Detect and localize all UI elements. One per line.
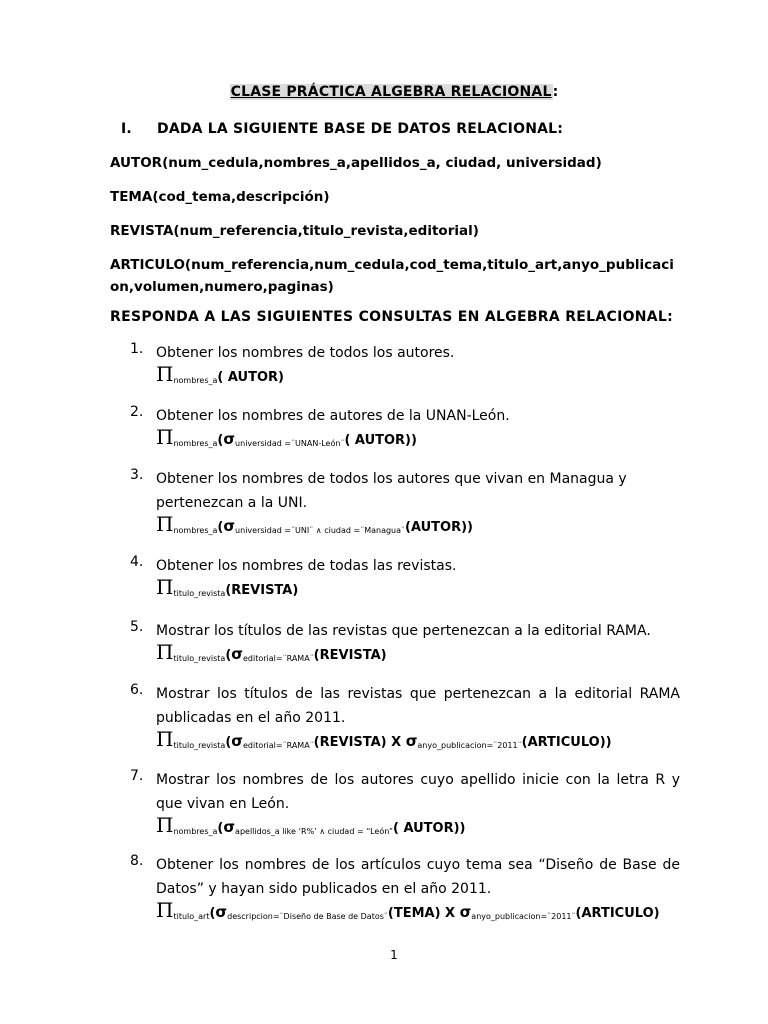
schema-autor: AUTOR(num_cedula,nombres_a,apellidos_a, ciudad, universidad) <box>110 155 602 171</box>
projection-attributes: nombres_a <box>173 439 218 448</box>
selection-condition: editorial=¨RAMA¨ <box>242 654 314 663</box>
selection-condition: apellidos_a like ‘R%’ ∧ ciudad = “León” <box>235 827 393 836</box>
selection-condition: descripcion=¨Diseño de Base de Datos¨ <box>227 912 388 921</box>
page-title <box>0 84 768 100</box>
sigma-symbol: σ <box>215 903 228 921</box>
question-number: 8. <box>130 853 144 869</box>
relational-expression <box>156 362 680 391</box>
expression-open: ( <box>217 821 224 836</box>
question-text: Obtener los nombres de autores de la UNAN-León. <box>156 408 510 424</box>
title-colon: : <box>552 84 559 100</box>
schema-articulo: ARTICULO(num_referencia,num_cedula,cod_tema,titulo_art,anyo_publicacion,volumen,numero,paginas) <box>110 257 674 295</box>
section-number: I. <box>121 121 132 137</box>
question-number: 2. <box>130 404 144 420</box>
selection-condition: universidad =¨UNAN-León¨ <box>235 439 345 448</box>
question-item <box>110 619 680 669</box>
expression-tail: (REVISTA) <box>225 583 299 598</box>
question-text: Mostrar los nombres de los autores cuyo apellido inicie con la letra R y que vivan en León. <box>156 772 680 812</box>
question-text: Mostrar los títulos de las revistas que pertenezcan a la editorial RAMA publicadas en el año 2011. <box>156 686 680 726</box>
relational-expression <box>156 727 680 756</box>
expression-tail: ( AUTOR)) <box>393 821 466 836</box>
pi-symbol: Π <box>156 813 174 837</box>
question-text: Obtener los nombres de todas las revistas. <box>156 558 457 574</box>
relational-expression <box>156 898 680 927</box>
expression-tail: ( AUTOR) <box>217 370 284 385</box>
page-number: 1 <box>390 948 398 962</box>
projection-attributes: nombres_a <box>173 827 218 836</box>
sigma-symbol: σ <box>231 645 243 663</box>
question-number: 1. <box>130 341 144 357</box>
question-number: 5. <box>130 619 144 635</box>
question-item <box>110 853 680 927</box>
pi-symbol: Π <box>156 727 174 751</box>
selection-condition-2: anyo_publicacion=¨2011¨ <box>417 741 522 750</box>
projection-attributes: nombres_a <box>173 376 218 385</box>
relational-expression <box>156 575 680 604</box>
expression-open: ( <box>225 648 232 663</box>
sigma-symbol: σ <box>459 903 472 921</box>
expression-tail: ( AUTOR)) <box>344 433 417 448</box>
schema-tema: TEMA(cod_tema,descripción) <box>110 189 330 205</box>
relational-expression <box>156 425 680 454</box>
pi-symbol: Π <box>156 425 174 449</box>
question-number: 6. <box>130 682 144 698</box>
question-text: Obtener los nombres de todos los autores. <box>156 345 455 361</box>
question-text: Obtener los nombres de los artículos cuyo tema sea “Diseño de Base de Datos” y hayan sido publicados en el año 2011. <box>156 857 680 897</box>
schema-revista: REVISTA(num_referencia,titulo_revista,editorial) <box>110 223 479 239</box>
question-number: 3. <box>130 467 144 483</box>
expression-tail: (AUTOR)) <box>405 520 473 535</box>
question-item <box>110 341 680 391</box>
selection-condition-2: anyo_publicacion=¨2011¨ <box>471 912 576 921</box>
expression-open: ( <box>209 906 216 921</box>
pi-symbol: Π <box>156 898 174 922</box>
question-item <box>110 467 680 541</box>
question-item <box>110 554 680 604</box>
expression-open: ( <box>217 520 224 535</box>
projection-attributes: titulo_revista <box>173 741 226 750</box>
title-text: CLASE PRÁCTICA ALGEBRA RELACIONAL <box>230 84 552 100</box>
expression-tail: (ARTICULO) <box>575 906 660 921</box>
question-text: Mostrar los títulos de las revistas que pertenezcan a la editorial RAMA. <box>156 623 651 639</box>
expression-middle: (REVISTA) X <box>313 735 406 750</box>
relational-expression <box>156 640 680 669</box>
selection-condition: universidad =¨UNI¨ ∧ ciudad =¨Managua¨ <box>235 526 406 535</box>
question-item <box>110 404 680 454</box>
expression-tail: (REVISTA) <box>313 648 387 663</box>
question-number: 4. <box>130 554 144 570</box>
section-heading <box>121 121 563 137</box>
sigma-symbol: σ <box>231 732 243 750</box>
relational-expression <box>156 512 680 541</box>
expression-tail: (ARTICULO)) <box>521 735 612 750</box>
expression-open: ( <box>217 433 224 448</box>
sigma-symbol: σ <box>223 430 236 448</box>
sigma-symbol: σ <box>223 818 236 836</box>
projection-attributes: titulo_revista <box>173 654 226 663</box>
relational-expression <box>156 813 680 842</box>
pi-symbol: Π <box>156 575 174 599</box>
projection-attributes: titulo_art <box>173 912 210 921</box>
pi-symbol: Π <box>156 640 174 664</box>
sigma-symbol: σ <box>223 517 236 535</box>
expression-middle: (TEMA) X <box>387 906 460 921</box>
projection-attributes: titulo_revista <box>173 589 226 598</box>
selection-condition: editorial=¨RAMA¨ <box>242 741 314 750</box>
question-item <box>110 768 680 842</box>
questions-heading: RESPONDA A LAS SIGUIENTES CONSULTAS EN ALGEBRA RELACIONAL: <box>110 309 674 325</box>
expression-open: ( <box>225 735 232 750</box>
section-heading-text: DADA LA SIGUIENTE BASE DE DATOS RELACIONAL: <box>157 121 564 137</box>
projection-attributes: nombres_a <box>173 526 218 535</box>
pi-symbol: Π <box>156 512 174 536</box>
question-item <box>110 682 680 756</box>
pi-symbol: Π <box>156 362 174 386</box>
question-text: Obtener los nombres de todos los autores que vivan en Managua y pertenezcan a la UNI. <box>156 471 627 511</box>
sigma-symbol: σ <box>405 732 418 750</box>
question-number: 7. <box>130 768 144 784</box>
